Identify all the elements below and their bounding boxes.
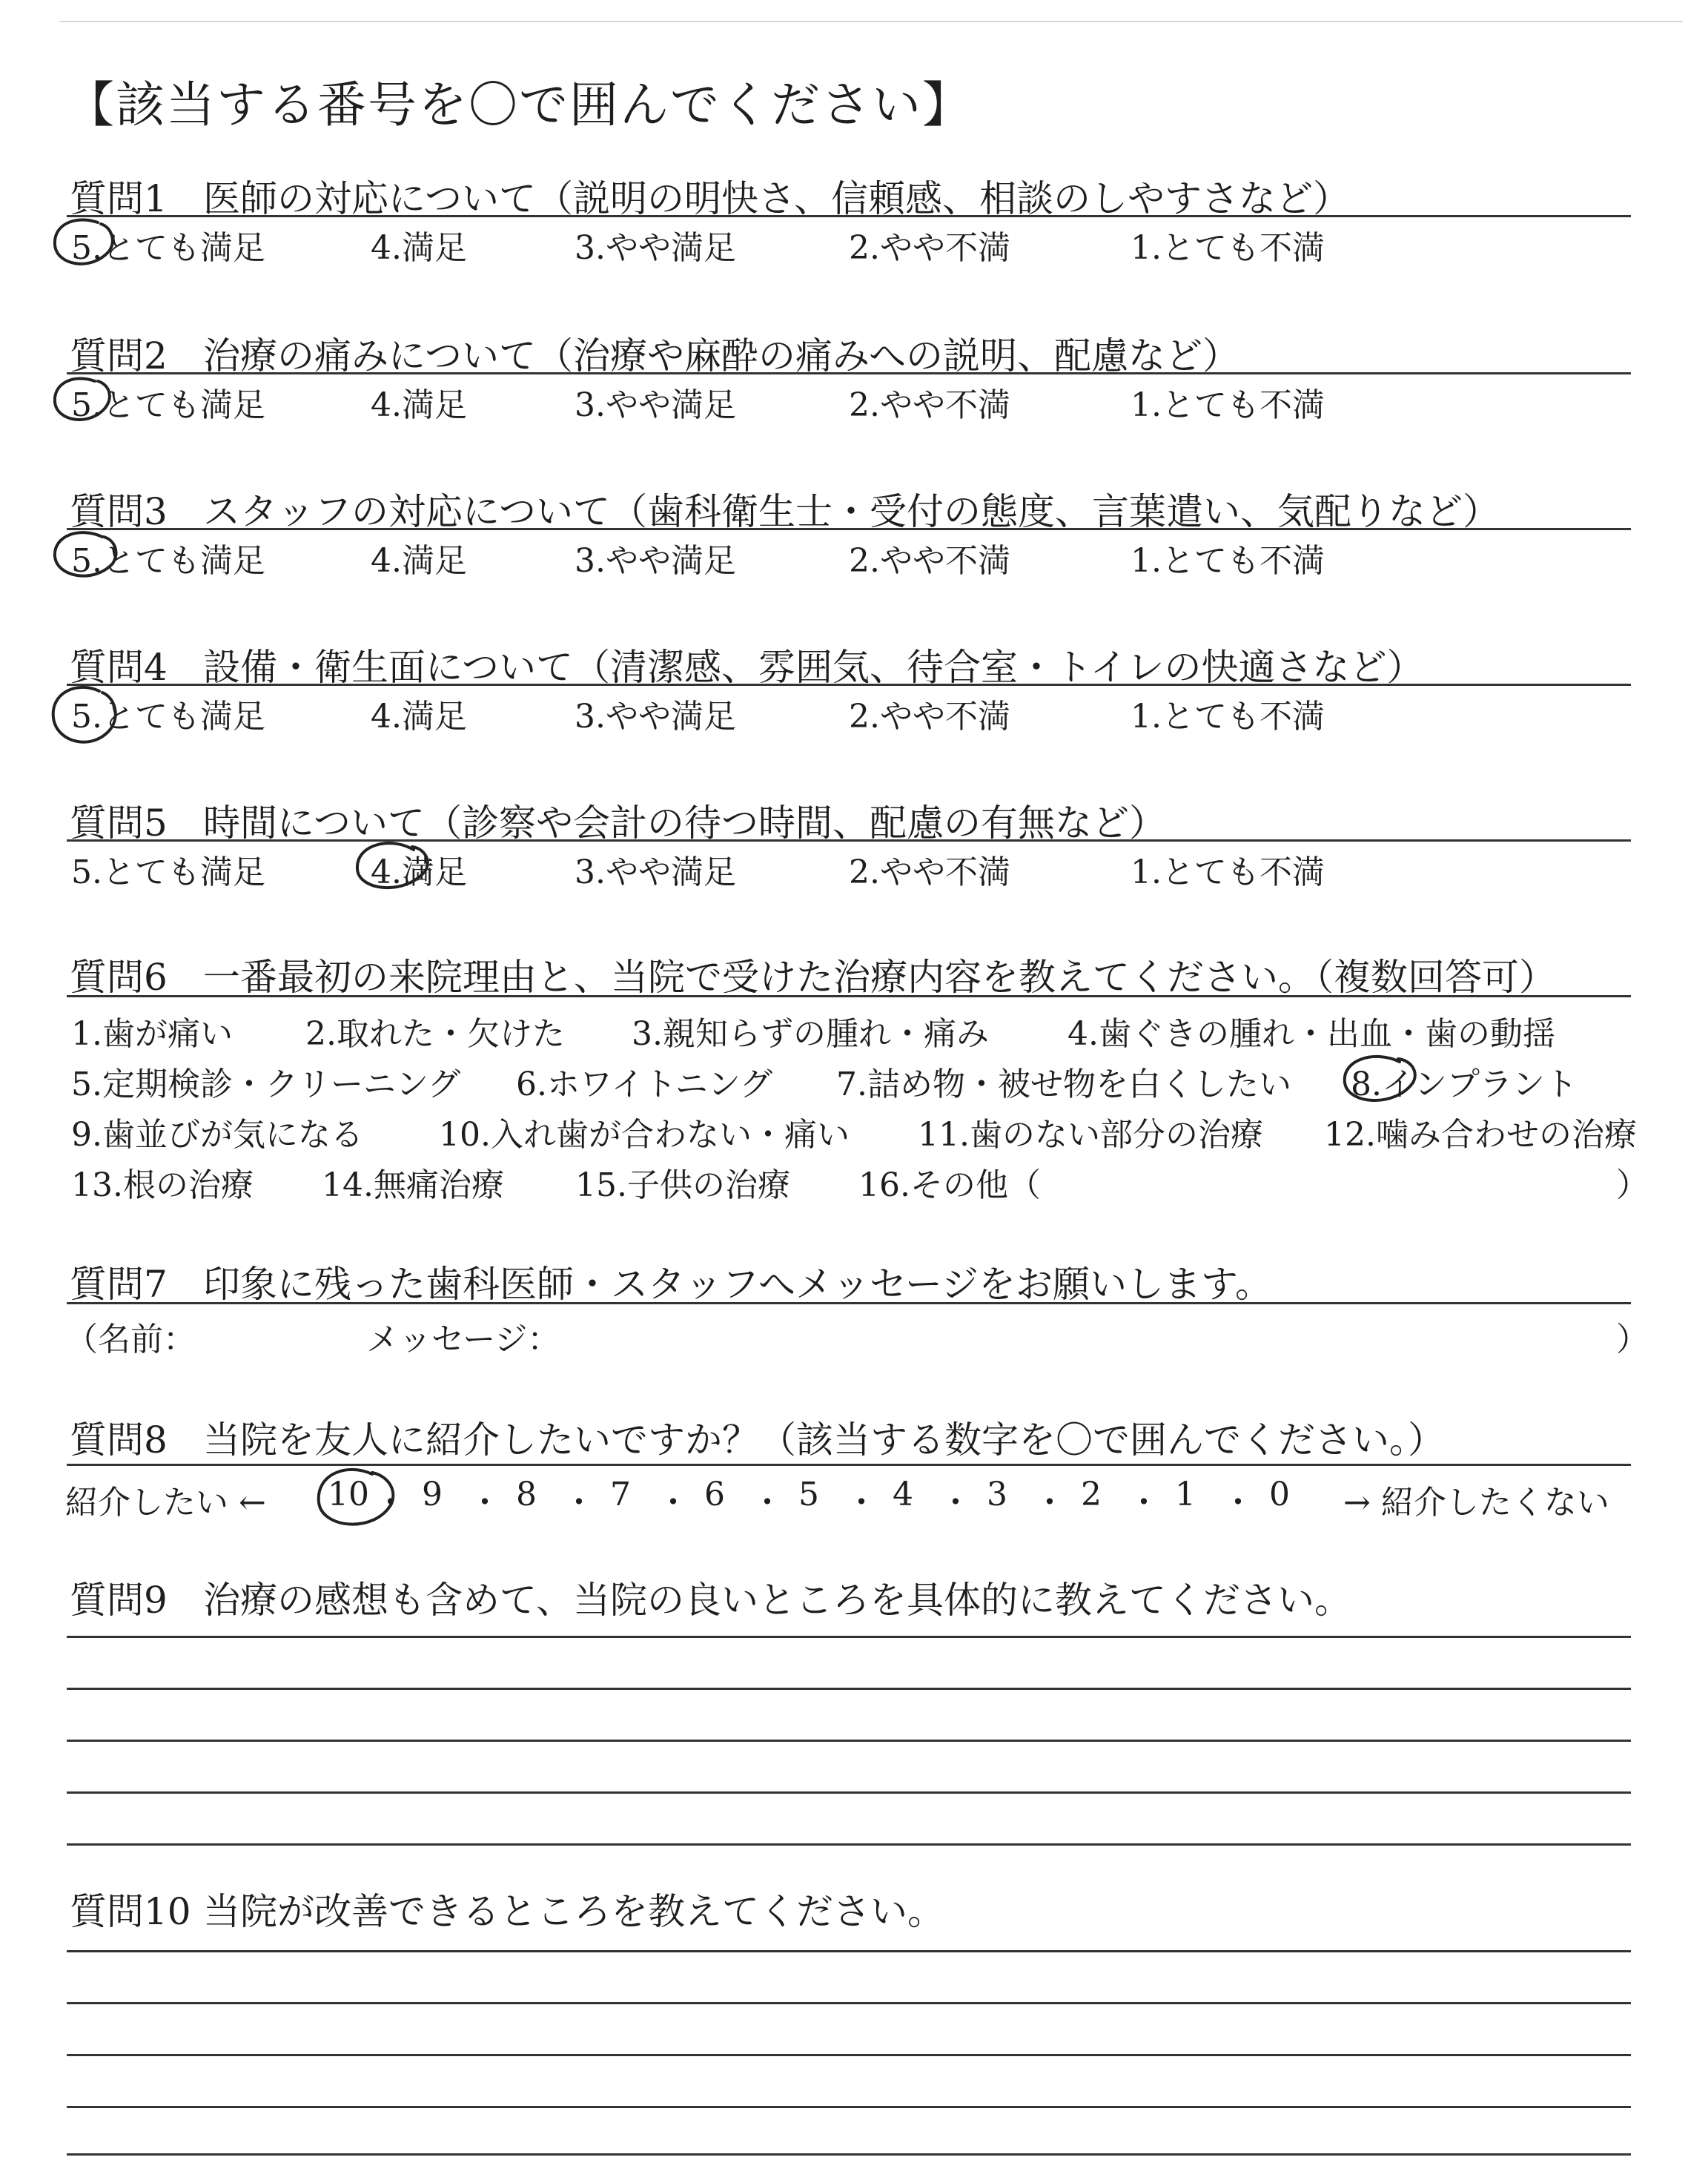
option-2[interactable]: 2.やや不満: [849, 542, 1010, 580]
question-number: 質問8: [70, 1418, 168, 1462]
reason-option[interactable]: 12.噛み合わせの治療: [1324, 1116, 1637, 1154]
option-4[interactable]: 4.満足: [371, 229, 467, 267]
reason-option[interactable]: 9.歯並びが気になる: [71, 1116, 363, 1154]
message-field-label[interactable]: メッセージ：: [366, 1321, 560, 1358]
question-3: [67, 482, 1631, 580]
scale-value-10[interactable]: 10: [328, 1476, 369, 1513]
option-2[interactable]: 2.やや不満: [849, 386, 1010, 424]
reason-option[interactable]: 15.子供の治療: [575, 1166, 790, 1204]
question-text: 設備・衛生面について（清潔感、雰囲気、待合室・トイレの快適さなど）: [203, 646, 1424, 689]
question-number: 質問2: [70, 334, 168, 377]
question-text: 当院を友人に紹介したいですか？（該当する数字を〇で囲んでください。）: [203, 1418, 1445, 1462]
option-3[interactable]: 3.やや満足: [575, 542, 736, 580]
option-1[interactable]: 1.とても不満: [1131, 698, 1325, 736]
scale-value-3[interactable]: 3: [987, 1476, 1007, 1513]
answer-line[interactable]: [67, 1740, 1631, 1742]
question-number: 質問7: [70, 1263, 168, 1306]
handwritten-circle-mark: [310, 1467, 399, 1533]
question-text: 一番最初の来院理由と、当院で受けた治療内容を教えてください。（複数回答可）: [203, 956, 1556, 999]
reason-option[interactable]: 7.詰め物・被せ物を白くしたい: [836, 1066, 1291, 1103]
handwritten-circle-mark: [347, 839, 436, 897]
scale-right-label: → 紹介したくない: [1343, 1484, 1609, 1522]
option-5[interactable]: 5.とても満足: [71, 698, 265, 736]
underline: [67, 1464, 1631, 1466]
scale-separator: ・: [563, 1484, 595, 1522]
scale-value-9[interactable]: 9: [422, 1476, 443, 1513]
scale-value-6[interactable]: 6: [704, 1476, 725, 1513]
question-header: [70, 948, 1556, 1001]
option-1[interactable]: 1.とても不満: [1131, 386, 1325, 424]
answer-line[interactable]: [67, 1950, 1631, 1952]
option-3[interactable]: 3.やや満足: [575, 386, 736, 424]
option-1[interactable]: 1.とても不満: [1131, 229, 1325, 267]
handwritten-circle-mark: [46, 217, 120, 274]
question-number: 質問3: [70, 490, 168, 533]
close-paren: ）: [1616, 1321, 1649, 1358]
underline: [67, 528, 1631, 530]
answer-line[interactable]: [67, 2054, 1631, 2056]
scale-value-2[interactable]: 2: [1081, 1476, 1102, 1513]
question-text: スタッフの対応について（歯科衛生士・受付の態度、言葉遣い、気配りなど）: [203, 490, 1500, 533]
handwritten-circle-mark: [46, 374, 120, 432]
reason-option[interactable]: 11.歯のない部分の治療: [918, 1116, 1263, 1154]
question-number: 質問6: [70, 956, 168, 999]
scale-separator: ・: [845, 1484, 878, 1522]
question-text: 時間について（診察や会計の待つ時間、配慮の有無など）: [203, 802, 1166, 845]
underline: [67, 995, 1631, 997]
answer-line[interactable]: [67, 1636, 1631, 1638]
underline: [67, 215, 1631, 217]
option-2[interactable]: 2.やや不満: [849, 698, 1010, 736]
answer-line[interactable]: [67, 1843, 1631, 1846]
option-5[interactable]: 5.とても満足: [71, 229, 265, 267]
option-5[interactable]: 5.とても満足: [71, 386, 265, 424]
reason-option[interactable]: 10.入れ歯が合わない・痛い: [439, 1116, 850, 1154]
option-1[interactable]: 1.とても不満: [1131, 853, 1325, 891]
handwritten-circle-mark: [46, 682, 120, 756]
reason-option[interactable]: 14.無痛治療: [322, 1166, 504, 1204]
scale-value-1[interactable]: 1: [1175, 1476, 1196, 1513]
handwritten-circle-mark: [47, 528, 122, 586]
reason-option[interactable]: 3.親知らずの腫れ・痛み: [632, 1015, 989, 1053]
question-4: [67, 638, 1631, 736]
reason-option[interactable]: 2.取れた・欠けた: [305, 1015, 565, 1053]
question-header: [70, 1255, 1272, 1308]
reason-option-selected[interactable]: 8.インプラント: [1351, 1066, 1578, 1103]
page-title: 【該当する番号を〇で囲んでください】: [65, 76, 973, 133]
question-7: [67, 1255, 1631, 1314]
scale-separator: ・: [469, 1484, 501, 1522]
option-4[interactable]: 4.満足: [371, 853, 467, 891]
answer-line[interactable]: [67, 1791, 1631, 1794]
question-9: [67, 1571, 1631, 1630]
scale-value-4[interactable]: 4: [893, 1476, 913, 1513]
option-4[interactable]: 4.満足: [371, 698, 467, 736]
scale-separator: ・: [939, 1484, 972, 1522]
close-paren: ）: [1616, 1166, 1649, 1204]
question-number: 質問1: [70, 177, 168, 220]
name-field-label[interactable]: （名前：: [65, 1321, 196, 1358]
option-5[interactable]: 5.とても満足: [71, 853, 265, 891]
scale-value-7[interactable]: 7: [610, 1476, 631, 1513]
page-border: [59, 21, 1683, 22]
question-number: 質問5: [70, 802, 168, 845]
underline: [67, 839, 1631, 842]
option-2[interactable]: 2.やや不満: [849, 229, 1010, 267]
scale-separator: ・: [1222, 1484, 1254, 1522]
question-number: 質問10: [70, 1890, 191, 1933]
handwritten-circle-mark: [1334, 1053, 1423, 1109]
reason-option[interactable]: 13.根の治療: [71, 1166, 254, 1204]
question-header: [70, 1571, 1351, 1624]
reason-option[interactable]: 5.定期検診・クリーニング: [71, 1066, 461, 1103]
reason-option-other[interactable]: 16.その他（: [858, 1166, 1041, 1204]
scale-left-label: 紹介したい ←: [65, 1484, 266, 1522]
option-3[interactable]: 3.やや満足: [575, 698, 736, 736]
option-2[interactable]: 2.やや不満: [849, 853, 1010, 891]
question-6: [67, 948, 1631, 1007]
underline: [67, 684, 1631, 686]
question-1: [67, 169, 1631, 267]
question-text: 治療の痛みについて（治療や麻酔の痛みへの説明、配慮など）: [203, 334, 1239, 377]
answer-line[interactable]: [67, 1688, 1631, 1690]
question-8: [67, 1410, 1631, 1470]
option-1[interactable]: 1.とても不満: [1131, 542, 1325, 580]
option-5[interactable]: 5.とても満足: [71, 542, 265, 580]
answer-line[interactable]: [67, 2106, 1631, 2108]
question-header: [70, 1410, 1445, 1464]
question-5: [67, 793, 1631, 891]
option-3[interactable]: 3.やや満足: [575, 853, 736, 891]
answer-line[interactable]: [67, 2153, 1631, 2156]
scale-separator: ・: [1128, 1484, 1160, 1522]
scale-separator: ・: [657, 1484, 689, 1522]
question-header: [70, 1882, 944, 1935]
question-2: [67, 326, 1631, 424]
scale-value-8[interactable]: 8: [516, 1476, 537, 1513]
question-10: [67, 1882, 1631, 1941]
reason-option[interactable]: 1.歯が痛い: [71, 1015, 233, 1053]
question-number: 質問9: [70, 1579, 168, 1622]
underline: [67, 1302, 1631, 1304]
scale-separator: ・: [1033, 1484, 1066, 1522]
reason-option[interactable]: 4.歯ぐきの腫れ・出血・歯の動揺: [1068, 1015, 1555, 1053]
scale-value-0[interactable]: 0: [1269, 1476, 1290, 1513]
reason-option[interactable]: 6.ホワイトニング: [516, 1066, 773, 1103]
question-text: 治療の感想も含めて、当院の良いところを具体的に教えてください。: [203, 1579, 1351, 1622]
question-text: 印象に残った歯科医師・スタッフへメッセージをお願いします。: [203, 1263, 1272, 1306]
question-text: 医師の対応について（説明の明快さ、信頼感、相談のしやすさなど）: [203, 177, 1350, 220]
scale-separator: ・: [751, 1484, 784, 1522]
answer-line[interactable]: [67, 2002, 1631, 2004]
question-number: 質問4: [70, 646, 168, 689]
option-4[interactable]: 4.満足: [371, 542, 467, 580]
scale-value-5[interactable]: 5: [798, 1476, 819, 1513]
option-4[interactable]: 4.満足: [371, 386, 467, 424]
underline: [67, 372, 1631, 374]
question-text: 当院が改善できるところを教えてください。: [203, 1890, 944, 1933]
option-3[interactable]: 3.やや満足: [575, 229, 736, 267]
scale-separator: ・: [374, 1484, 407, 1522]
